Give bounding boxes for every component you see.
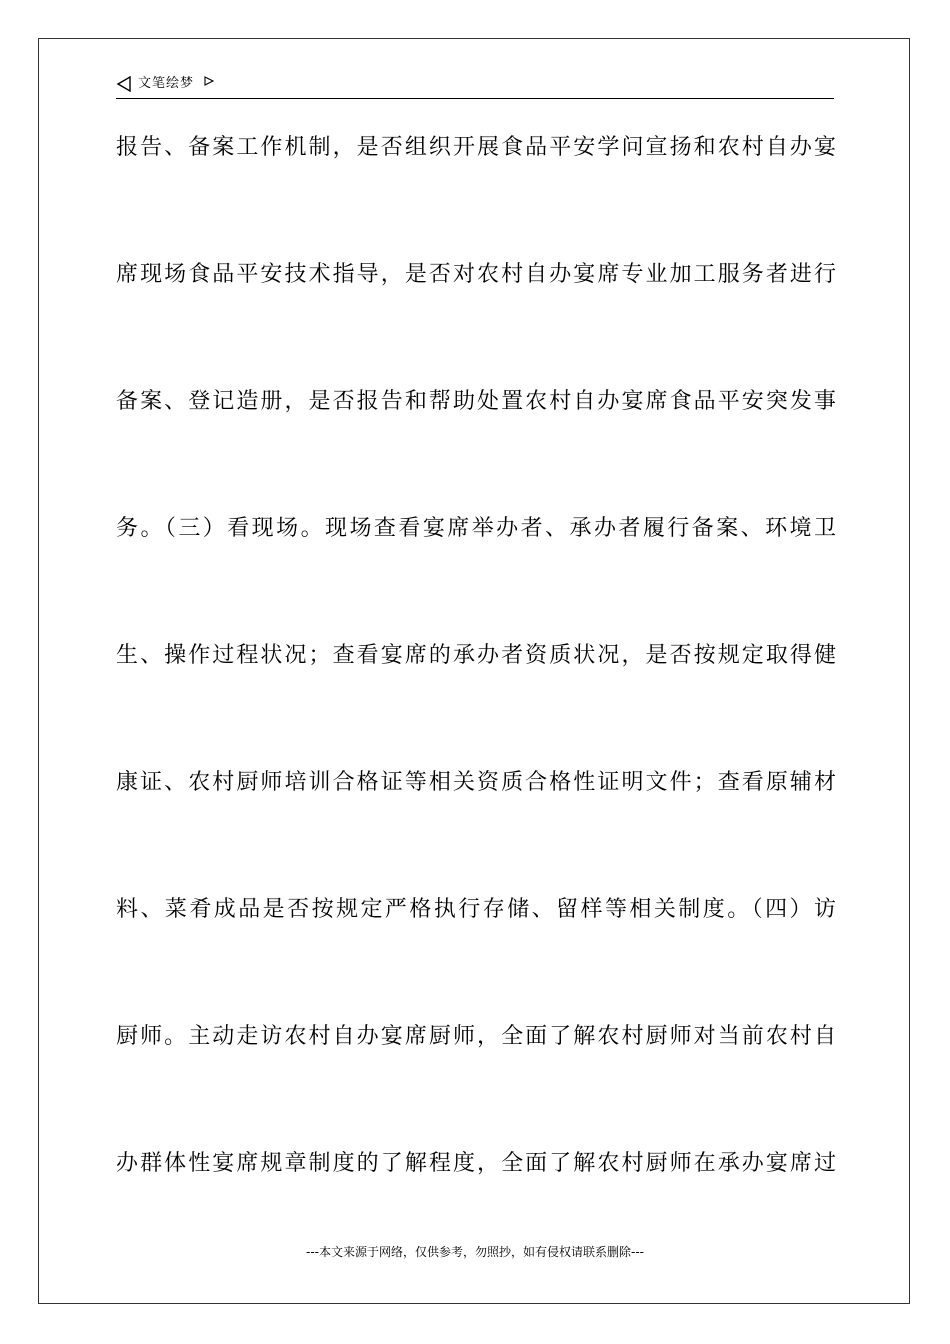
body-text [116, 124, 836, 1267]
text-line: 备案、登记造册，是否报告和帮助处置农村自办宴席食品平安突发事 [116, 389, 836, 414]
text-line: 生、操作过程状况；查看宴席的承办者资质状况，是否按规定取得健 [116, 643, 836, 668]
text-line: 料、菜肴成品是否按规定严格执行存储、留样等相关制度。（四）访 [116, 897, 836, 922]
text-line: 办群体性宴席规章制度的了解程度，全面了解农村厨师在承办宴席过 [116, 1151, 836, 1176]
text-line: 康证、农村厨师培训合格证等相关资质合格性证明文件；查看原辅材 [116, 770, 836, 795]
triangle-right-outline-icon [204, 76, 214, 86]
page-footer: ---本文来源于网络，仅供参考，勿照抄，如有侵权请联系删除--- [306, 1245, 644, 1259]
triangle-left-outline-icon [116, 75, 132, 93]
text-line: 席现场食品平安技术指导，是否对农村自办宴席专业加工服务者进行 [116, 262, 836, 287]
header-title: 文笔绘梦 [138, 76, 195, 91]
text-line: 厨师。主动走访农村自办宴席厨师，全面了解农村厨师对当前农村自 [116, 1024, 836, 1049]
text-line: 报告、备案工作机制，是否组织开展食品平安学问宣扬和农村自办宴 [116, 135, 836, 160]
page-header [116, 72, 834, 99]
text-line: 务。（三）看现场。现场查看宴席举办者、承办者履行备案、环境卫 [116, 516, 836, 541]
